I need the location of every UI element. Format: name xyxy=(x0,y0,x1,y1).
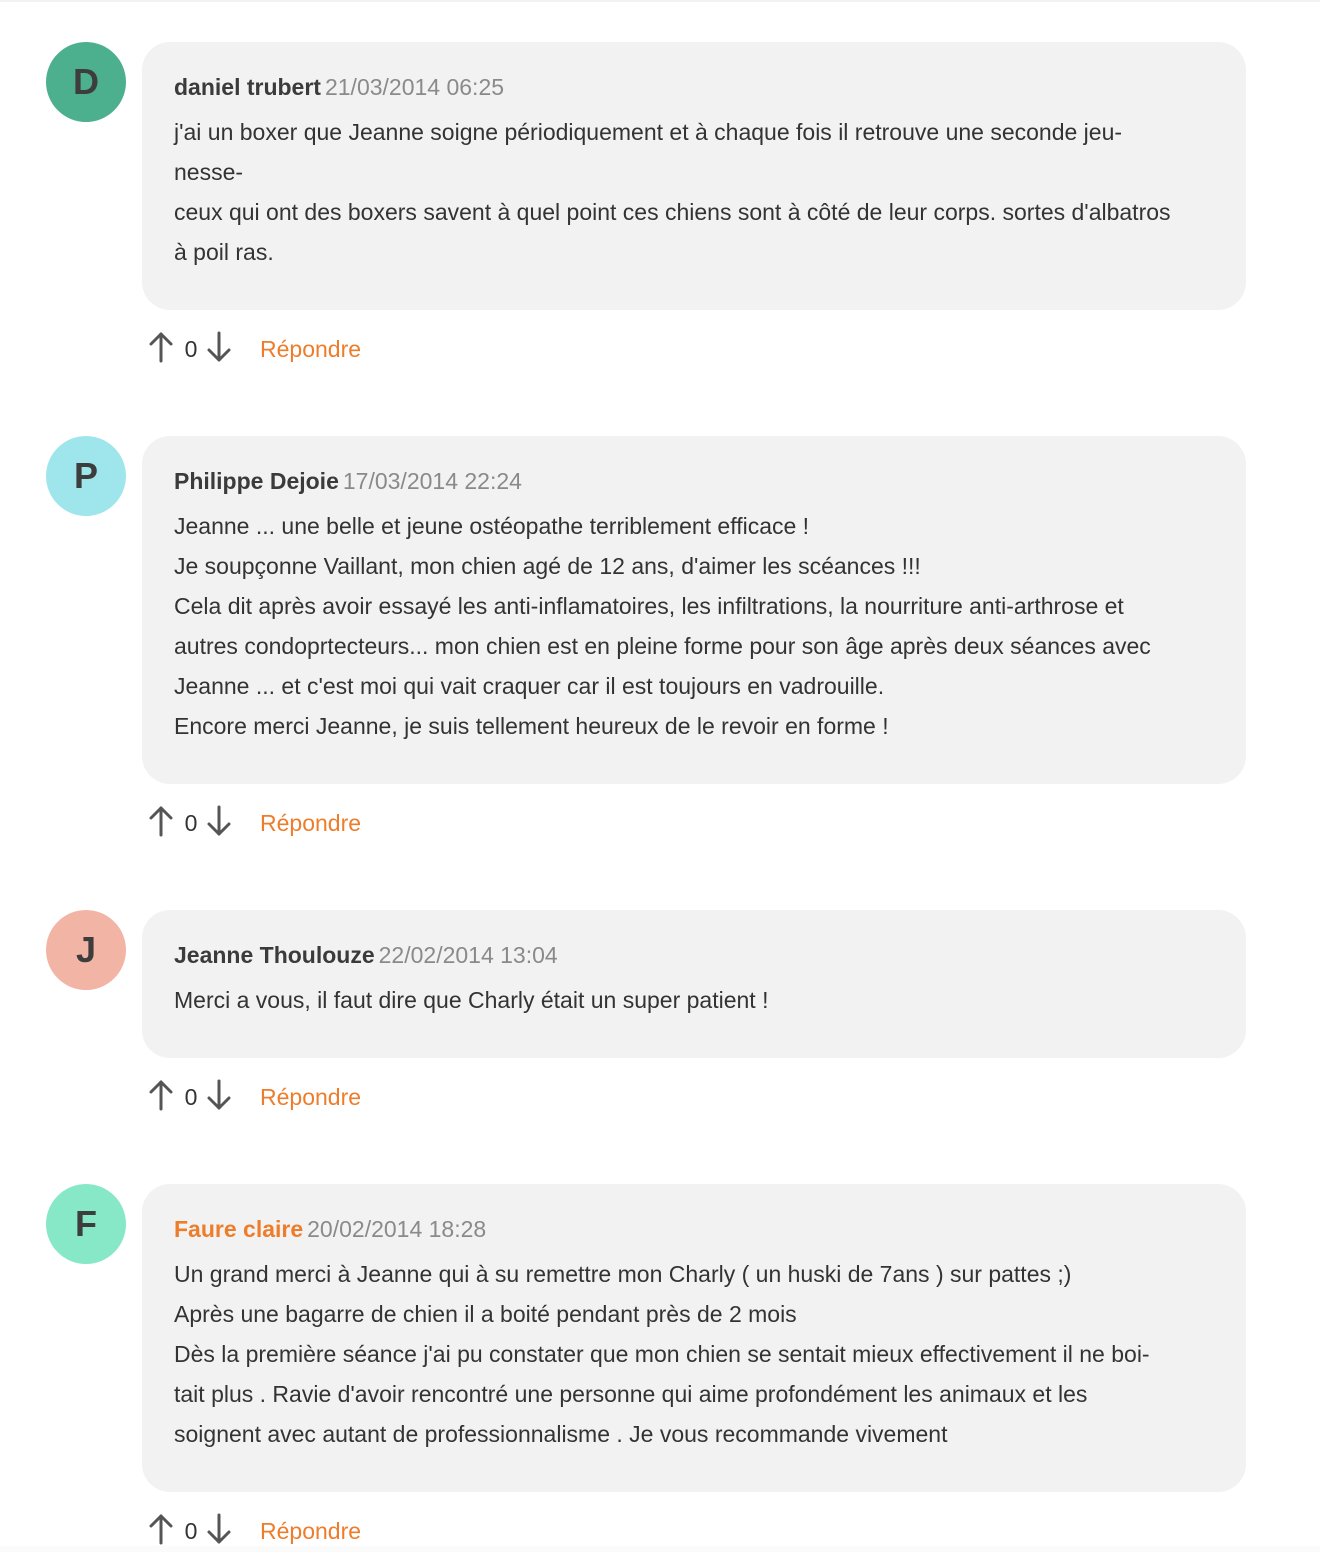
comment-text xyxy=(174,112,1214,272)
comment-text xyxy=(174,506,1214,746)
upvote-button[interactable] xyxy=(146,1512,176,1551)
reply-link[interactable]: Répondre xyxy=(260,1083,362,1110)
comment-date: 21/03/2014 06:25 xyxy=(324,74,505,100)
upvote-button[interactable] xyxy=(146,330,176,369)
comment-text-line: ceux qui ont des boxers savent à quel point ces chiens sont à côté de leur corps. sortes d'albatros xyxy=(174,199,1171,225)
upvote-button[interactable] xyxy=(146,1078,176,1117)
comment-text-line: Je soupçonne Vaillant, mon chien agé de 12 ans, d'aimer les scéances !!! xyxy=(174,553,921,579)
comment-text-line: Encore merci Jeanne, je suis tellement heureux de le revoir en forme ! xyxy=(174,713,889,739)
downvote-button[interactable] xyxy=(204,1512,234,1551)
comment-text-line: Dès la première séance j'ai pu constater que mon chien se sentait mieux effectivement il ne boi- xyxy=(174,1341,1150,1367)
comment-date: 20/02/2014 18:28 xyxy=(307,1216,487,1242)
comment-author[interactable]: Faure claire xyxy=(174,1216,304,1242)
reply-link[interactable]: Répondre xyxy=(260,1517,362,1544)
comment-text-line: Jeanne ... et c'est moi qui vait craquer car il est toujours en vadrouille. xyxy=(174,673,885,699)
comment-text-line: Merci a vous, il faut dire que Charly était un super patient ! xyxy=(174,987,769,1013)
comment-text-line: Jeanne ... une belle et jeune ostéopathe terriblement efficace ! xyxy=(174,513,810,539)
downvote-button[interactable] xyxy=(204,330,234,369)
comment-text-line: autres condoprtecteurs... mon chien est en pleine forme pour son âge après deux séances avec xyxy=(174,633,1151,659)
vote-count: 0 xyxy=(184,1517,198,1544)
comment-actions xyxy=(146,1511,361,1551)
comment-author: Jeanne Thoulouze xyxy=(174,942,375,968)
comment-text-line: nesse- xyxy=(174,159,244,185)
comment-bubble xyxy=(142,910,1246,1058)
comment-meta xyxy=(174,940,1214,970)
avatar: D xyxy=(46,42,126,122)
downvote-button[interactable] xyxy=(204,1078,234,1117)
top-divider xyxy=(0,0,1320,2)
upvote-button[interactable] xyxy=(146,804,176,843)
vote-count: 0 xyxy=(184,1083,198,1110)
comment-text xyxy=(174,1254,1214,1454)
downvote-button[interactable] xyxy=(204,804,234,843)
comment-actions xyxy=(146,1077,361,1117)
comment-date: 22/02/2014 13:04 xyxy=(378,942,558,968)
arrow-up-icon[interactable] xyxy=(146,1512,176,1546)
comment-actions xyxy=(146,329,361,369)
comment-text xyxy=(174,980,1214,1020)
arrow-down-icon[interactable] xyxy=(204,804,234,838)
bottom-edge xyxy=(0,1546,1320,1552)
comment-author: daniel trubert xyxy=(174,74,321,100)
comment-meta xyxy=(174,1214,1214,1244)
comment-text-line: Cela dit après avoir essayé les anti-inflamatoires, les infiltrations, la nourriture anti-arthrose et xyxy=(174,593,1124,619)
comment-text-line: soignent avec autant de professionnalisme . Je vous recommande vivement xyxy=(174,1421,948,1447)
vote-count: 0 xyxy=(184,809,198,836)
comment-actions xyxy=(146,803,361,843)
arrow-down-icon[interactable] xyxy=(204,330,234,364)
comment-text-line: j'ai un boxer que Jeanne soigne périodiquement et à chaque fois il retrouve une seconde jeu- xyxy=(174,119,1123,145)
reply-link[interactable]: Répondre xyxy=(260,335,362,362)
arrow-up-icon[interactable] xyxy=(146,1078,176,1112)
arrow-down-icon[interactable] xyxy=(204,1512,234,1546)
comment-meta xyxy=(174,72,1214,102)
comment-text-line: à poil ras. xyxy=(174,239,274,265)
comment-meta xyxy=(174,466,1214,496)
comment-text-line: Un grand merci à Jeanne qui à su remettre mon Charly ( un huski de 7ans ) sur pattes ;) xyxy=(174,1261,1072,1287)
comment-date: 17/03/2014 22:24 xyxy=(342,468,522,494)
comment-bubble xyxy=(142,1184,1246,1492)
comment-bubble xyxy=(142,42,1246,310)
arrow-up-icon[interactable] xyxy=(146,804,176,838)
arrow-up-icon[interactable] xyxy=(146,330,176,364)
arrow-down-icon[interactable] xyxy=(204,1078,234,1112)
comment-author: Philippe Dejoie xyxy=(174,468,339,494)
avatar: P xyxy=(46,436,126,516)
avatar: J xyxy=(46,910,126,990)
reply-link[interactable]: Répondre xyxy=(260,809,362,836)
avatar: F xyxy=(46,1184,126,1264)
vote-count: 0 xyxy=(184,335,198,362)
comment-text-line: Après une bagarre de chien il a boité pendant près de 2 mois xyxy=(174,1301,797,1327)
comment-bubble xyxy=(142,436,1246,784)
comment-text-line: tait plus . Ravie d'avoir rencontré une personne qui aime profondément les animaux et les xyxy=(174,1381,1088,1407)
